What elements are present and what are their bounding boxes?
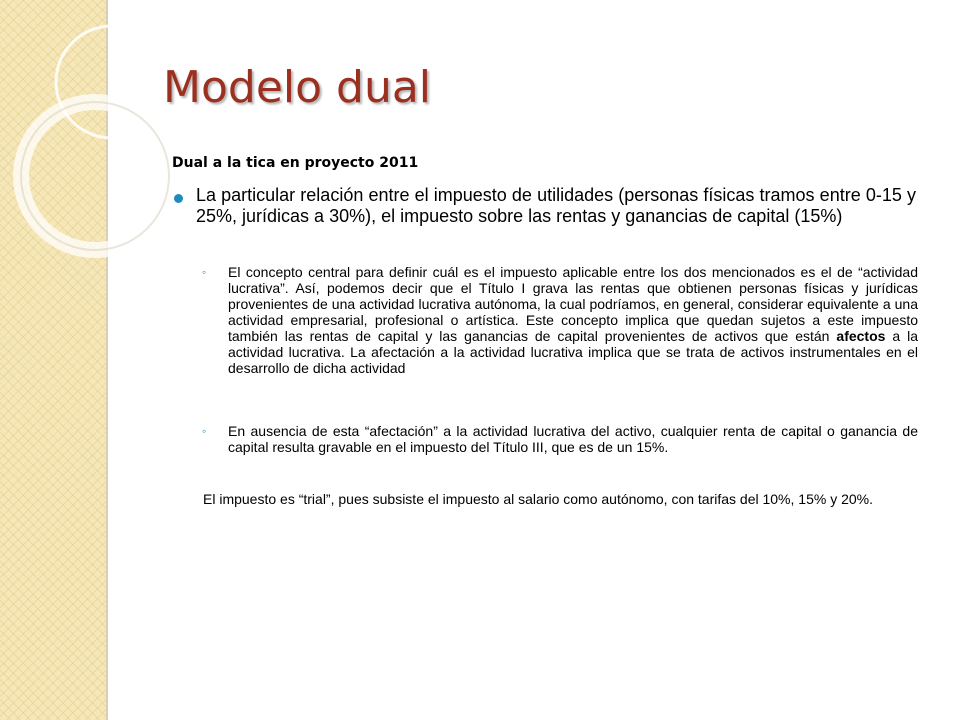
slide-title: Modelo dual — [163, 62, 432, 113]
slide-subtitle: Dual a la tica en proyecto 2011 — [172, 155, 419, 171]
closing-paragraph: El impuesto es “trial”, pues subsiste el impuesto al salario como autónomo, con tarifas del 10%, 15% y 20%. — [203, 491, 873, 507]
sub-bullet-text-after: a la actividad lucrativa. La afectación a la actividad lucrativa implica que se trata de activos instrumentales en el desarrollo de dicha actividad — [228, 328, 918, 376]
sub-bullet-marker-icon: ◦ — [202, 424, 207, 438]
sub-bullet-marker-icon: ◦ — [202, 265, 207, 279]
sub-bullet-afectacion: En ausencia de esta “afectación” a la actividad lucrativa del activo, cualquier renta de capital o ganancia de capital resulta gravable en el impuesto del Título III, que es de un 15%. — [228, 423, 918, 455]
sub-bullet-bold-term: afectos — [836, 328, 886, 344]
sub-bullet-text-before: El concepto central para definir cuál es el impuesto aplicable entre los dos mencionados es el de “actividad lucrativa”. Así, podemos decir que el Título I grava las rentas que obtienen personas físicas y jurídicas provenientes de una actividad lucrativa autónoma, la cual podríamos, en general, considerar equivalente a una actividad empresarial, profesional o artística. Este concepto implica que quedan sujetos a este impuesto también las rentas de capital y las ganancias de capital provenientes de activos que están — [228, 264, 918, 344]
main-bullet-text: La particular relación entre el impuesto de utilidades (personas físicas tramos entre 0-15 y 25%, jurídicas a 30%), el impuesto sobre las rentas y ganancias de capital (15%) — [196, 185, 916, 226]
bullet-dot-icon — [174, 194, 183, 203]
decorative-rings — [0, 0, 220, 300]
sub-bullet-actividad-lucrativa — [228, 264, 918, 376]
ring-large-edge — [21, 102, 169, 250]
